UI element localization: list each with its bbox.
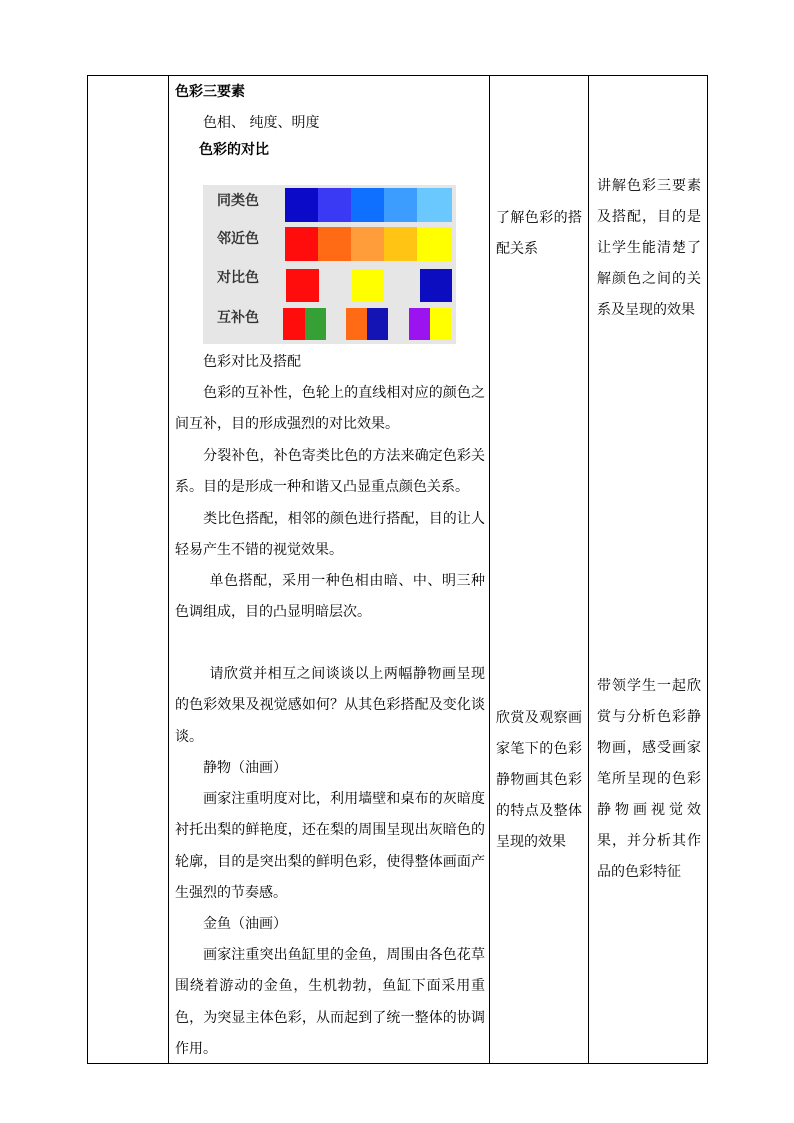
swatch-label-contrast: 对比色 (217, 270, 259, 286)
swatch-label-adjacent: 邻近色 (217, 231, 259, 247)
heading-color-elements: 色彩三要素 (175, 84, 245, 100)
swatch-label-complementary: 互补色 (217, 310, 259, 326)
intent-text-a: 讲解色彩三要素及搭配，目的是让学生能清楚了解颜色之间的关系及呈现的效果 (597, 178, 701, 318)
lesson-table (87, 75, 708, 1064)
objective-text-a: 了解色彩的搭配关系 (496, 210, 582, 257)
objective-column-cell (490, 76, 589, 1064)
color-swatch-figure (203, 185, 456, 344)
paragraph-analogous: 类比色搭配，相邻的颜色进行搭配，目的让人轻易产生不错的视觉效果。 (175, 511, 485, 559)
swatch (285, 188, 318, 222)
swatch (417, 188, 452, 222)
swatch (318, 188, 351, 222)
paragraph-complementary: 色彩的互补性，色轮上的直线相对应的颜色之间互补，目的形成强烈的对比效果。 (175, 385, 485, 433)
objective-text-b: 欣赏及观察画家笔下的色彩静物画其色彩的特点及整体呈现的效果 (496, 710, 582, 850)
swatch (420, 269, 452, 302)
swatch (409, 308, 430, 340)
swatch (285, 227, 318, 261)
swatch (384, 227, 417, 261)
swatch (430, 308, 451, 340)
swatch (286, 269, 319, 302)
elements-list: 色相、 纯度、明度 (203, 115, 320, 131)
swatch (352, 269, 384, 302)
swatch (283, 308, 305, 340)
swatch (351, 227, 384, 261)
content-column-cell (169, 76, 490, 1064)
intent-text-b: 带领学生一起欣赏与分析色彩静物画，感受画家笔所呈现的色彩静物画视觉效果，并分析其作品的色彩特征 (597, 678, 701, 880)
swatch (384, 188, 417, 222)
paragraph-monochrome: 单色搭配，采用一种色相由暗、中、明三种色调组成，目的凸显明暗层次。 (175, 573, 485, 621)
intent-column-cell (589, 76, 708, 1064)
swatch (351, 188, 384, 222)
stage-column-cell (88, 76, 169, 1064)
swatch (305, 308, 326, 340)
heading-color-contrast: 色彩的对比 (199, 142, 269, 158)
still-life-title: 静物（油画） (203, 760, 287, 776)
swatch (367, 308, 388, 340)
figure-caption: 色彩对比及搭配 (203, 354, 301, 370)
paragraph-appreciation-prompt: 请欣赏并相互之间谈谈以上两幅静物画呈现的色彩效果及视觉感如何？从其色彩搭配及变化谈谈。 (175, 666, 485, 745)
swatch-label-analogous: 同类色 (217, 193, 259, 209)
swatch (318, 227, 351, 261)
paragraph-split-complementary: 分裂补色，补色寄类比色的方法来确定色彩关系。目的是形成一种和谐又凸显重点颜色关系。 (175, 448, 485, 496)
swatch (346, 308, 367, 340)
paragraph-still-life: 画家注重明度对比，利用墙壁和桌布的灰暗度衬托出梨的鲜艳度，还在梨的周围呈现出灰暗色的轮廓，目的是突出梨的鲜明色彩，使得整体画面产生强烈的节奏感。 (175, 791, 485, 901)
goldfish-title: 金鱼（油画） (203, 916, 287, 932)
paragraph-goldfish: 画家注重突出鱼缸里的金鱼，周围由各色花草围绕着游动的金鱼，生机勃勃，鱼缸下面采用重色，为突显主体色彩，从而起到了统一整体的协调作用。 (175, 947, 485, 1057)
swatch (417, 227, 452, 261)
